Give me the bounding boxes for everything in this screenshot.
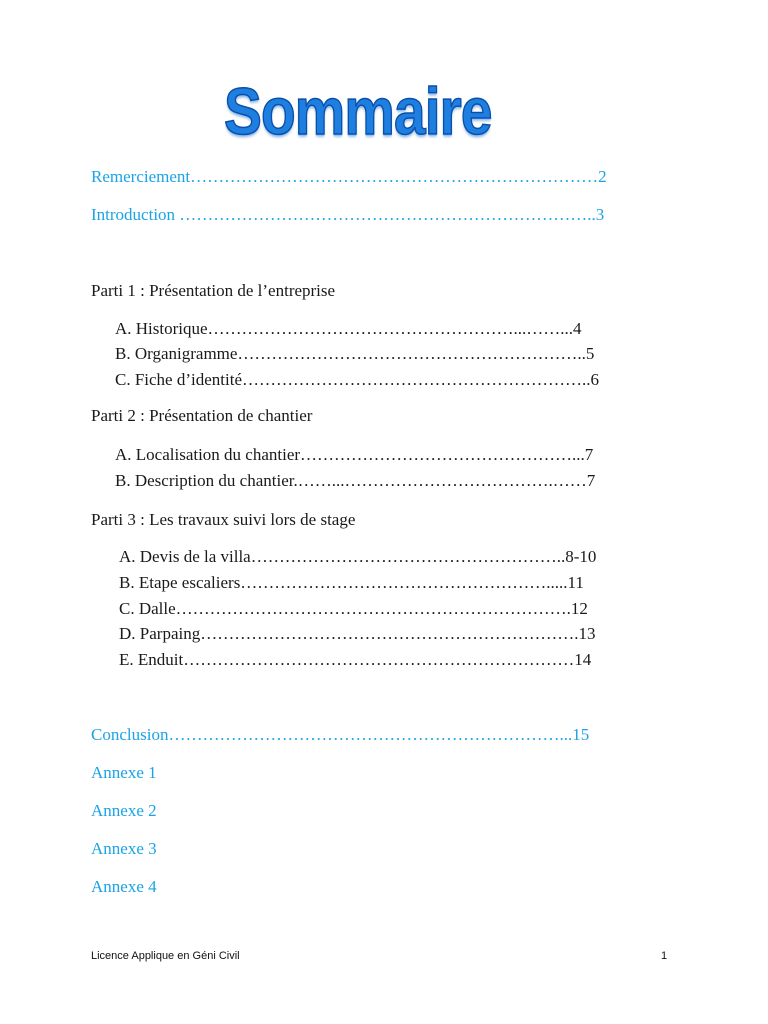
toc-entry-fiche-identite: C. Fiche d’identité……………………………………………………..6: [115, 370, 600, 389]
toc-entry-organigramme: B. Organigramme……………………………………………………..5: [115, 344, 595, 363]
part-1-heading: Parti 1 : Présentation de l’entreprise: [91, 281, 336, 300]
page-title: Sommaire: [224, 74, 492, 148]
toc-entry-remerciement: Remerciement………………………………………………………………2: [91, 167, 607, 186]
part-2-heading: Parti 2 : Présentation de chantier: [91, 406, 313, 425]
toc-entry-escaliers: B. Etape escaliers……………………………………………….....11: [119, 573, 584, 592]
toc-entry-annexe-3: Annexe 3: [91, 839, 157, 858]
toc-entry-conclusion: Conclusion……………………………………………………………...15: [91, 725, 590, 744]
toc-entry-annexe-1: Annexe 1: [91, 763, 157, 782]
toc-entry-enduit: E. Enduit……………………………………………………………14: [119, 650, 592, 669]
toc-entry-description: B. Description du chantier.……...……………………………….……7: [115, 471, 596, 490]
toc-entry-parpaing: D. Parpaing………………………………………………………….13: [119, 624, 596, 643]
toc-entry-devis: A. Devis de la villa………………………………………………..8-10: [119, 547, 597, 566]
toc-entry-historique: A. Historique………………………………………………...……...4: [115, 319, 582, 338]
footer-text: Licence Applique en Géni Civil: [91, 950, 240, 962]
page-number: 1: [661, 950, 668, 962]
part-3-heading: Parti 3 : Les travaux suivi lors de stage: [91, 510, 356, 529]
toc-entry-annexe-4: Annexe 4: [91, 877, 157, 896]
toc-entry-annexe-2: Annexe 2: [91, 801, 157, 820]
toc-entry-dalle: C. Dalle…………………………………………………………….12: [119, 599, 588, 618]
toc-entry-localisation: A. Localisation du chantier…………………………………………...7: [115, 445, 594, 464]
toc-entry-introduction: Introduction ………………………………………………………………..3: [91, 205, 605, 224]
